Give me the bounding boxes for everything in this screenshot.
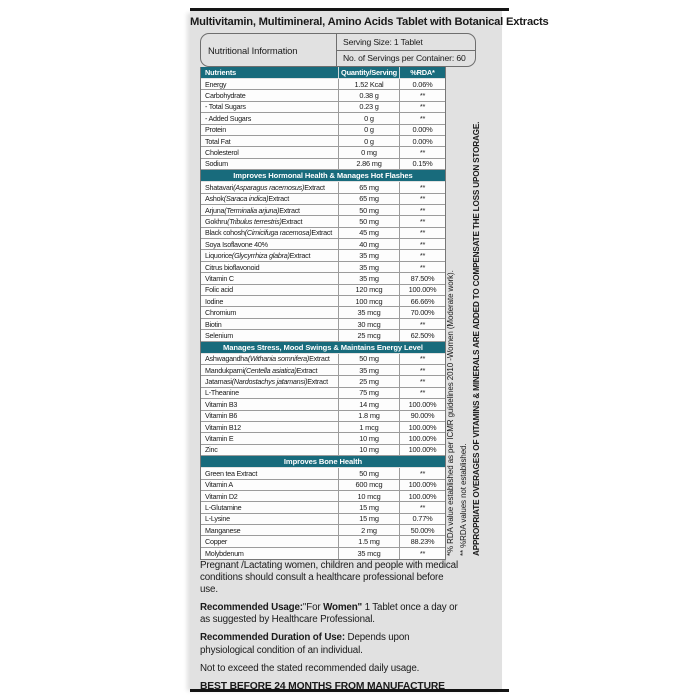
quantity-cell: 35 mg <box>339 262 400 272</box>
nutrient-name-cell <box>201 285 339 295</box>
table-row <box>201 399 445 410</box>
nutrient-name-suffix: Extract <box>289 251 311 261</box>
duration-label: Recommended Duration of Use: <box>200 632 345 644</box>
table-row <box>201 319 445 330</box>
quantity-cell: 0.23 g <box>339 102 400 112</box>
rda-cell: 0.00% <box>412 136 433 146</box>
nutrient-name-cell <box>201 365 339 375</box>
nutrient-name-cell <box>201 205 339 215</box>
nutrient-name-cell <box>201 468 339 478</box>
nutrient-name-cell <box>201 354 339 364</box>
table-row <box>201 250 445 261</box>
nutrient-botanical-name: (Asparagus racemosus) <box>233 182 305 192</box>
nutrient-name-suffix: Extract <box>296 365 318 375</box>
quantity-cell: 2.86 mg <box>339 159 400 169</box>
nutrient-name-cell <box>201 536 339 546</box>
serving-info-box <box>200 33 476 67</box>
table-header-row <box>201 67 445 79</box>
rda-cell: ** <box>419 468 426 478</box>
nutrient-name-cell <box>201 79 339 89</box>
nutrient-name-text: Gokhru <box>205 216 228 226</box>
table-row <box>201 285 445 296</box>
rda-cell: 88.23% <box>410 537 435 547</box>
nutrient-name-text: - Added Sugars <box>205 113 252 123</box>
nutrient-name-text: Vitamin D2 <box>205 491 238 501</box>
quantity-cell: 75 mg <box>339 388 400 398</box>
table-row <box>201 307 445 318</box>
nutrient-name-text: Arjuna <box>205 205 225 215</box>
nutrient-name-text: Molybdenum <box>205 549 244 559</box>
nutrient-name-text: Energy <box>205 79 227 89</box>
rda-cell: 0.00% <box>412 125 433 135</box>
nutrients-table <box>200 67 446 560</box>
nutrient-name-suffix: Extract <box>268 194 289 204</box>
nutrient-name-cell <box>201 159 339 169</box>
table-row <box>201 194 445 205</box>
rda-cell: ** <box>419 251 426 261</box>
nutrient-botanical-name: (Nardostachys jatamansi) <box>231 377 308 387</box>
header-quantity: Quantity/Serving <box>339 67 400 78</box>
quantity-cell: 10 mg <box>339 445 400 455</box>
rda-cell: 0.77% <box>412 514 433 524</box>
table-row <box>201 262 445 273</box>
rda-cell: 100.00% <box>408 434 437 444</box>
rda-source-note: *% RDA value established as per ICMR guidelines 2010 -Women (Moderate work). <box>446 270 455 556</box>
table-row <box>201 79 445 90</box>
quantity-cell: 2 mg <box>339 525 400 535</box>
quantity-cell: 15 mg <box>339 502 400 512</box>
quantity-cell: 0 mg <box>339 147 400 157</box>
table-row <box>201 491 445 502</box>
rda-cell: ** <box>419 354 426 364</box>
nutrient-name-text: Selenium <box>205 330 233 340</box>
nutrient-botanical-name: (Terminalia arjuna) <box>224 205 280 215</box>
nutrient-name-cell <box>201 376 339 386</box>
nutrient-name-cell <box>201 125 339 135</box>
nutrient-name-cell <box>201 296 339 306</box>
quantity-cell: 35 mg <box>339 273 400 283</box>
nutrient-name-text: Chromium <box>205 308 237 318</box>
nutrient-name-text: Vitamin E <box>205 434 234 444</box>
nutrient-name-cell <box>201 90 339 100</box>
nutrient-botanical-name: (Centella asiatica) <box>243 365 297 375</box>
rda-cell: 100.00% <box>408 399 437 409</box>
rda-cell: 100.00% <box>408 285 437 295</box>
nutrient-name-cell <box>201 411 339 421</box>
quantity-cell: 50 mg <box>339 354 400 364</box>
quantity-cell: 50 mg <box>339 205 400 215</box>
nutrient-name-text: Sodium <box>205 159 228 169</box>
table-row <box>201 536 445 547</box>
quantity-cell: 45 mg <box>339 228 400 238</box>
nutrient-name-suffix: Extract <box>279 205 300 215</box>
nutrient-name-text: Jatamasi <box>205 377 232 387</box>
quantity-cell: 14 mg <box>339 399 400 409</box>
table-row <box>201 90 445 101</box>
quantity-cell: 35 mg <box>339 250 400 260</box>
nutrient-name-cell <box>201 250 339 260</box>
nutrient-botanical-name: (Glycyrrhiza glabra) <box>231 251 290 261</box>
rda-cell: 100.00% <box>408 480 437 490</box>
rda-cell: 87.50% <box>410 273 435 283</box>
quantity-cell: 35 mcg <box>339 307 400 317</box>
rda-cell: ** <box>419 205 426 215</box>
quantity-cell: 0 g <box>339 136 400 146</box>
section-header: Improves Hormonal Health & Manages Hot Flashes <box>201 170 445 182</box>
usage-rest: 1 Tablet once a day or as suggested by Healthcare Professional. <box>200 602 458 626</box>
table-row <box>201 273 445 284</box>
quantity-cell: 65 mg <box>339 182 400 192</box>
quantity-cell: 35 mcg <box>339 548 400 559</box>
table-row <box>201 514 445 525</box>
table-row <box>201 433 445 444</box>
quantity-cell: 15 mg <box>339 514 400 524</box>
nutrient-name-text: Copper <box>205 537 228 547</box>
nutrient-name-text: Vitamin B12 <box>205 422 241 432</box>
nutrient-name-cell <box>201 194 339 204</box>
table-row <box>201 159 445 170</box>
overages-note: APPROPRIATE OVERAGES OF VITAMINS & MINERALS ARE ADDED TO COMPENSATE THE LOSS UPON STORAGE. <box>472 121 481 556</box>
quantity-cell: 1.5 mg <box>339 536 400 546</box>
rda-cell: 62.50% <box>410 330 435 340</box>
rda-cell: ** <box>419 216 426 226</box>
header-nutrients: Nutrients <box>201 67 339 78</box>
rda-cell: ** <box>419 239 426 249</box>
table-body <box>201 79 445 559</box>
nutrient-name-cell <box>201 102 339 112</box>
quantity-cell: 25 mcg <box>339 330 400 340</box>
nutrient-name-text: Vitamin C <box>205 273 234 283</box>
rda-cell: 100.00% <box>408 422 437 432</box>
nutrient-botanical-name: (Saraca indica) <box>223 194 269 204</box>
usage-women: Women" <box>323 602 363 614</box>
nutrient-name-cell <box>201 330 339 340</box>
product-title: Multivitamin, Multimineral, Amino Acids Tablet with Botanical Extracts <box>190 16 549 28</box>
quantity-cell: 1.52 Kcal <box>339 79 400 89</box>
table-row <box>201 228 445 239</box>
nutrient-name-text: Carbohydrate <box>205 91 246 101</box>
nutrient-name-text: L-Theanine <box>205 388 239 398</box>
rda-cell: ** <box>419 102 426 112</box>
quantity-cell: 0 g <box>339 125 400 135</box>
rda-cell: 100.00% <box>408 445 437 455</box>
rda-cell: ** <box>419 228 426 238</box>
nutrient-name-text: Citrus bioflavonoid <box>205 262 260 272</box>
nutrient-botanical-name: (Tribulus terrestris) <box>227 216 282 226</box>
rda-cell: 66.66% <box>410 296 435 306</box>
exceed-note: Not to exceed the stated recommended daily usage. <box>200 662 420 674</box>
header-rda: %RDA* <box>410 68 435 77</box>
table-row <box>201 239 445 250</box>
nutrient-name-cell <box>201 113 339 123</box>
nutrition-label <box>190 11 549 692</box>
nutrient-name-text: Liquorice <box>205 251 232 261</box>
medical-consult-note: Pregnant /Lactating women, children and people with medical conditions should consult a healthcare professional before use. <box>200 560 459 596</box>
rda-cell: ** <box>419 148 426 158</box>
nutrient-name-text: Green tea Extract <box>205 468 258 478</box>
nutrient-name-cell <box>201 548 339 559</box>
nutrient-name-cell <box>201 480 339 490</box>
nutrient-name-cell <box>201 182 339 192</box>
quantity-cell: 1 mcg <box>339 422 400 432</box>
table-row <box>201 548 445 559</box>
rda-cell: ** <box>419 388 426 398</box>
nutrient-name-suffix: Extract <box>311 228 333 238</box>
quantity-cell: 120 mcg <box>339 285 400 295</box>
nutrient-name-text: Vitamin B3 <box>205 399 238 409</box>
quantity-cell: 50 mg <box>339 468 400 478</box>
rda-cell: ** <box>419 549 426 559</box>
nutrient-name-cell <box>201 445 339 455</box>
nutrient-name-text: Zinc <box>205 445 218 455</box>
quantity-cell: 0 g <box>339 113 400 123</box>
nutrient-name-cell <box>201 239 339 249</box>
nutrient-name-cell <box>201 502 339 512</box>
usage-quote-open: "For <box>302 602 324 614</box>
recommended-duration <box>200 632 460 656</box>
nutrient-name-cell <box>201 307 339 317</box>
table-row <box>201 502 445 513</box>
rda-cell: ** <box>419 502 426 512</box>
nutrient-name-text: Iodine <box>205 296 224 306</box>
quantity-cell: 30 mcg <box>339 319 400 329</box>
nutrient-name-text: L-Lysine <box>205 514 230 524</box>
nutrient-name-text: Mandukparni <box>205 365 244 375</box>
nutrient-name-text: Soya Isoflavone 40% <box>205 239 268 249</box>
quantity-cell: 50 mg <box>339 216 400 226</box>
section-header: Improves Bone Health <box>201 456 445 468</box>
nutrient-name-cell <box>201 216 339 226</box>
rda-cell: 90.00% <box>410 411 435 421</box>
nutrient-name-text: Vitamin A <box>205 480 233 490</box>
rda-cell: ** <box>419 91 426 101</box>
nutrient-name-cell <box>201 262 339 272</box>
table-row <box>201 102 445 113</box>
nutrient-name-cell <box>201 491 339 501</box>
nutrient-name-text: Ashok <box>205 194 224 204</box>
nutrient-name-suffix: Extract <box>281 216 303 226</box>
rda-not-established-note: ** %RDA values not established. <box>459 443 468 556</box>
table-row <box>201 376 445 387</box>
nutrient-name-cell <box>201 399 339 409</box>
quantity-cell: 40 mg <box>339 239 400 249</box>
rda-cell: 50.00% <box>410 525 435 535</box>
rda-cell: ** <box>419 182 426 192</box>
table-row <box>201 480 445 491</box>
nutrient-name-cell <box>201 514 339 524</box>
nutrient-name-cell <box>201 525 339 535</box>
rda-cell: 0.06% <box>412 79 433 89</box>
serving-size: Serving Size: 1 Tablet <box>337 34 475 51</box>
table-row <box>201 216 445 227</box>
recommended-usage <box>200 602 460 626</box>
table-row <box>201 468 445 479</box>
table-row <box>201 445 445 456</box>
nutrient-name-text: Vitamin B6 <box>205 411 238 421</box>
table-row <box>201 205 445 216</box>
quantity-cell: 10 mcg <box>339 491 400 501</box>
nutrient-name-suffix: Extract <box>307 377 328 387</box>
serving-info <box>337 34 475 66</box>
table-row <box>201 113 445 124</box>
table-row <box>201 422 445 433</box>
rda-cell: ** <box>419 262 426 272</box>
nutrient-name-cell <box>201 273 339 283</box>
quantity-cell: 65 mg <box>339 194 400 204</box>
table-row <box>201 182 445 193</box>
label-footer <box>200 560 460 693</box>
nutrient-name-text: Folic acid <box>205 285 233 295</box>
quantity-cell: 25 mg <box>339 376 400 386</box>
rda-cell: 0.15% <box>412 159 433 169</box>
rda-cell: ** <box>419 194 426 204</box>
nutrient-name-cell <box>201 388 339 398</box>
nutrient-botanical-name: (Cimicifuga racemosa) <box>244 228 312 238</box>
servings-per-container: No. of Servings per Container: 60 <box>343 53 466 64</box>
table-row <box>201 330 445 341</box>
table-row <box>201 354 445 365</box>
table-row <box>201 388 445 399</box>
rda-cell: 70.00% <box>410 308 435 318</box>
nutrient-name-text: - Total Sugars <box>205 102 246 112</box>
usage-label: Recommended Usage: <box>200 602 303 614</box>
nutrient-name-cell <box>201 319 339 329</box>
nutrient-name-text: Ashwagandha <box>205 354 248 364</box>
rda-cell: ** <box>419 113 426 123</box>
quantity-cell: 0.38 g <box>339 90 400 100</box>
nutrient-name-cell <box>201 228 339 238</box>
nutrient-name-text: Cholesterol <box>205 148 239 158</box>
table-row <box>201 296 445 307</box>
quantity-cell: 10 mg <box>339 433 400 443</box>
section-header: Manages Stress, Mood Swings & Maintains Energy Level <box>201 342 445 354</box>
nutrient-name-text: Black cohosh <box>205 228 245 238</box>
nutrient-name-text: Total Fat <box>205 136 231 146</box>
table-row <box>201 411 445 422</box>
nutrient-name-cell <box>201 433 339 443</box>
table-row <box>201 147 445 158</box>
table-row <box>201 365 445 376</box>
table-row <box>201 125 445 136</box>
nutrient-name-cell <box>201 136 339 146</box>
nutrient-name-text: Manganese <box>205 525 241 535</box>
nutrient-name-cell <box>201 422 339 432</box>
quantity-cell: 35 mg <box>339 365 400 375</box>
rda-cell: ** <box>419 377 426 387</box>
nutrient-name-suffix: Extract <box>304 182 325 192</box>
nutrient-name-text: Biotin <box>205 319 222 329</box>
nutrient-name-text: L-Glutamine <box>205 502 242 512</box>
nutrient-name-cell <box>201 147 339 157</box>
quantity-cell: 600 mcg <box>339 480 400 490</box>
rda-cell: ** <box>419 319 426 329</box>
table-row <box>201 136 445 147</box>
duration-rest: Depends upon physiological condition of an individual. <box>200 632 410 656</box>
nutrient-botanical-name: (Withania somnifera) <box>247 354 310 364</box>
nutrient-name-text: Protein <box>205 125 227 135</box>
nutrient-name-text: Shatavari <box>205 182 234 192</box>
best-before-note: BEST BEFORE 24 MONTHS FROM MANUFACTURE <box>200 680 445 692</box>
nutrient-name-suffix: Extract <box>309 354 330 364</box>
rda-cell: 100.00% <box>408 491 437 501</box>
table-row <box>201 525 445 536</box>
nutritional-information-heading: Nutritional Information <box>201 34 337 66</box>
rda-cell: ** <box>419 365 426 375</box>
quantity-cell: 100 mcg <box>339 296 400 306</box>
quantity-cell: 1.8 mg <box>339 411 400 421</box>
